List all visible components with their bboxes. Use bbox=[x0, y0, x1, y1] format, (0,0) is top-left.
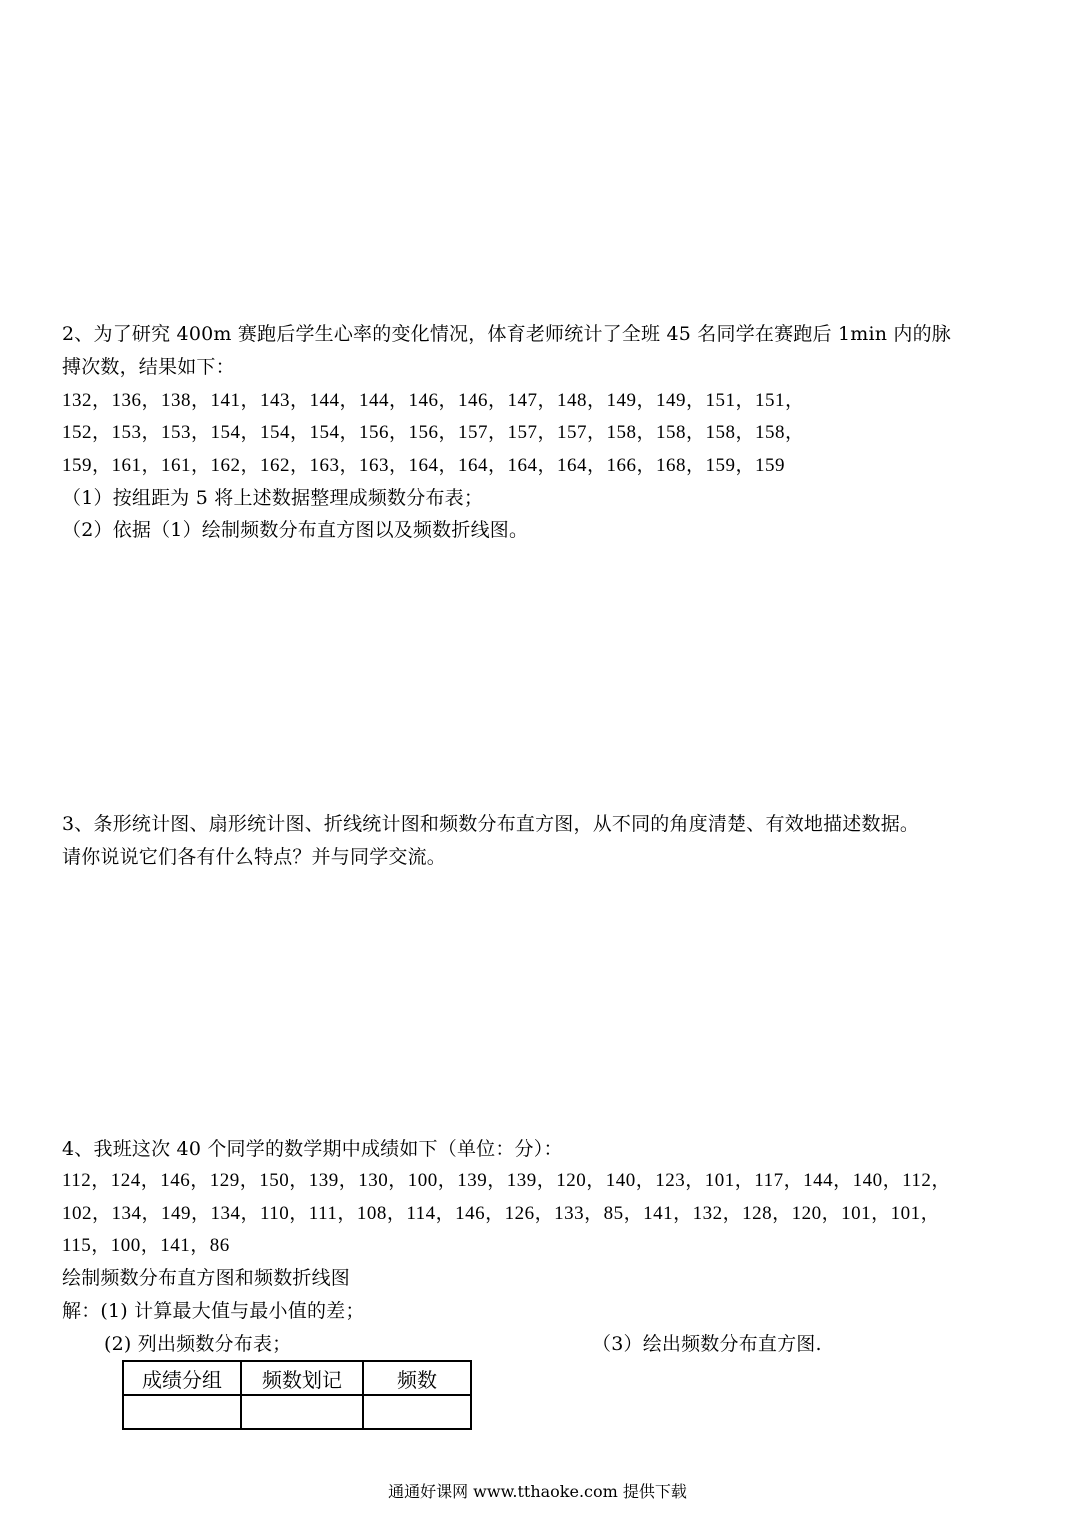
q4-step-1: 解：(1) 计算最大值与最小值的差； bbox=[62, 1300, 365, 1322]
q2-text-line-2: 搏次数，结果如下： bbox=[62, 356, 235, 378]
q2-data-line-3: 159，161，161，162，162，163，163，164，164，164，164，166，168，159，159 bbox=[62, 455, 786, 476]
q4-data-line-1: 112，124，146，129，150，139，130，100，139，139，120，140，123，101，117，144，140，112， bbox=[62, 1170, 951, 1191]
q3-text-line-1: 3、条形统计图、扇形统计图、折线统计图和频数分布直方图，从不同的角度清楚、有效地描述数据。 bbox=[62, 813, 920, 835]
q2-data-line-1: 132，136，138，141，143，144，144，146，146，147，148，149，149，151，151， bbox=[62, 390, 805, 411]
table-header-row bbox=[123, 1361, 471, 1395]
q4-step-2: (2) 列出频数分布表； bbox=[104, 1333, 292, 1355]
q2-text-line-1: 2、为了研究 400m 赛跑后学生心率的变化情况，体育老师统计了全班 45 名同学在赛跑后 1min 内的脉 bbox=[62, 323, 952, 345]
q3-text-line-2: 请你说说它们各有什么特点？并与同学交流。 bbox=[62, 846, 447, 868]
q2-part-2: （2）依据（1）绘制频数分布直方图以及频数折线图。 bbox=[62, 519, 529, 541]
frequency-table bbox=[122, 1360, 472, 1430]
q2-data-line-2: 152，153，153，154，154，154，156，156，157，157，157，158，158，158，158， bbox=[62, 422, 805, 443]
table-cell-frequency bbox=[363, 1395, 471, 1429]
table-cell-score-group bbox=[123, 1395, 241, 1429]
table-row bbox=[123, 1395, 471, 1429]
q4-step-3: （3）绘出频数分布直方图. bbox=[592, 1333, 822, 1355]
q4-data-line-2: 102，134，149，134，110，111，108，114，146，126，133，85，141，132，128，120，101，101， bbox=[62, 1203, 941, 1224]
q2-part-1: （1）按组距为 5 将上述数据整理成频数分布表； bbox=[62, 487, 484, 509]
header-frequency: 频数 bbox=[363, 1361, 471, 1395]
q4-text-line-1: 4、我班这次 40 个同学的数学期中成绩如下（单位：分）： bbox=[62, 1138, 563, 1160]
q4-data-line-3: 115，100，141，86 bbox=[62, 1235, 230, 1256]
table-cell-tally bbox=[241, 1395, 363, 1429]
page-footer: 通通好课网 www.tthaoke.com 提供下载 bbox=[388, 1482, 687, 1501]
q4-instruction: 绘制频数分布直方图和频数折线图 bbox=[62, 1267, 351, 1289]
header-tally: 频数划记 bbox=[241, 1361, 363, 1395]
header-score-group: 成绩分组 bbox=[123, 1361, 241, 1395]
